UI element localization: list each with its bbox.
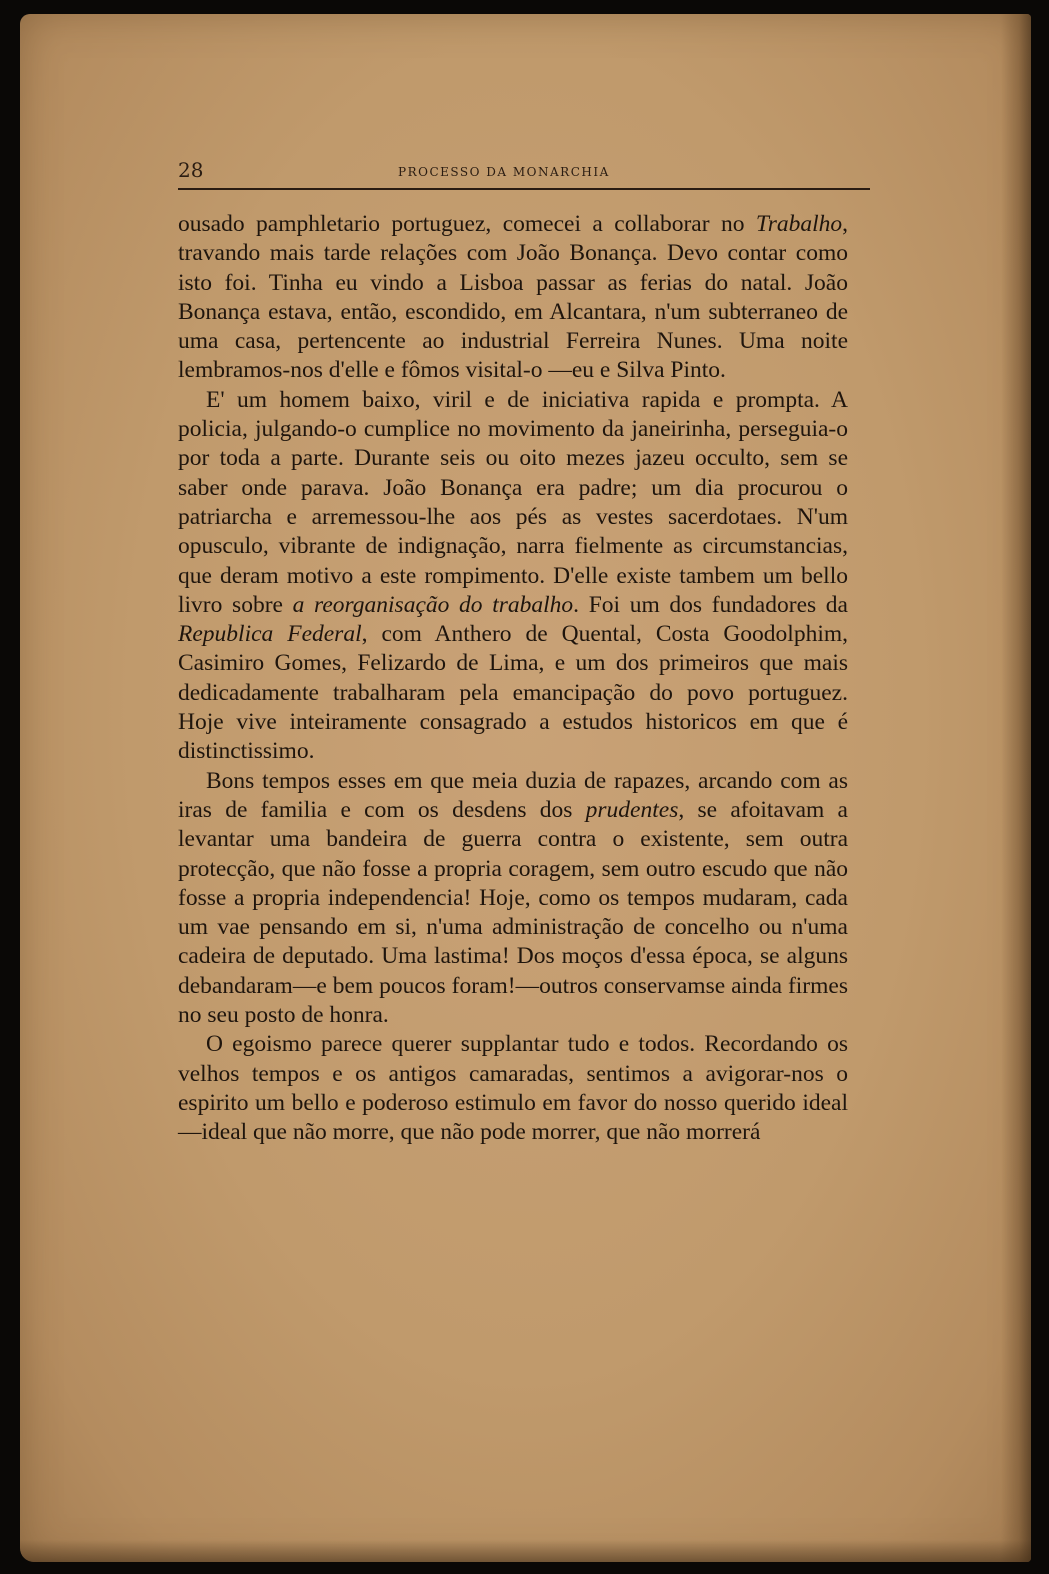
text-run: O egoismo parece querer supplantar tudo e todos. Recordando os velhos tempos e os antigos camaradas, sentimos a avigorar-nos o espirito um bello e poderoso estimulo em favor do nosso querido ideal—ideal que não morre, que não pode morrer, que não morrerá (178, 1031, 848, 1146)
page-spine-shadow (1001, 14, 1031, 1562)
text-run: ousado pamphletario portuguez, comecei a collaborar no (178, 211, 756, 237)
text-run: , se afoitavam a levantar uma bandeira de guerra contra o existente, sem outra protecção, que não fosse a propria coragem, sem outro escudo que não fosse a propria independencia! Hoje, como os tempos mudaram, cada um vae pensando em si, n'uma administração de concelho ou n'uma cadeira de deputado. Uma lastima! Dos moços d'essa época, se alguns debandaram—e bem poucos foram!—outros conservamse ainda firmes no seu posto de honra. (178, 796, 848, 1029)
book-page (20, 14, 1031, 1562)
paragraph-3 (178, 767, 848, 1031)
paragraph-4 (178, 1030, 848, 1147)
page-bottom-edge (20, 1540, 1031, 1562)
body-text (178, 210, 848, 1148)
paragraph-2 (178, 386, 848, 767)
header-rule (178, 188, 870, 190)
italic-title-reorganisacao: a reorganisação do trabalho (292, 591, 574, 618)
italic-title-republica-federal: Republica Federal (178, 621, 362, 648)
text-run: . Foi um dos fundadores da (573, 591, 848, 618)
running-title: PROCESSO DA MONARCHIA (398, 165, 610, 179)
page-header (178, 158, 868, 188)
text-run: , travando mais tarde relações com João Bonança. Devo contar como isto foi. Tinha eu vindo a Lisboa passar as ferias do natal. João Bonança estava, então, escondido, em Alcantara, n'um subterraneo de uma casa, pertencente ao industrial Ferreira Nunes. Uma noite lembramos-nos d'elle e fômos visital-o —eu e Silva Pinto. (178, 211, 848, 384)
text-run: Bons tempos esses em que meia duzia de rapazes, arcando com as iras de familia e com os desdens dos (178, 767, 848, 823)
italic-word-prudentes: prudentes (585, 796, 679, 823)
italic-title-trabalho: Trabalho (755, 211, 843, 237)
text-run: , com Anthero de Quental, Costa Goodolphim, Casimiro Gomes, Felizardo de Lima, e um dos primeiros que mais dedicadamente trabalharam pela emancipação do povo portuguez. Hoje vive inteiramente consagrado a estudos historicos em que é distinctissimo. (178, 621, 849, 765)
paragraph-1 (178, 210, 848, 386)
page-number: 28 (178, 158, 204, 182)
text-run: E' um homem baixo, viril e de iniciativa rapida e prompta. A policia, julgando-o cumplice no movimento da janeirinha, perseguia-o por toda a parte. Durante seis ou oito mezes jazeu occulto, sem se saber onde parava. João Bonança era padre; um dia procurou o patriarcha e arremessou-lhe aos pés as vestes sacerdotaes. N'um opusculo, vibrante de indignação, narra fielmente as circumstancias, que deram motivo a este rompimento. D'elle existe tambem um bello livro sobre (178, 386, 848, 618)
